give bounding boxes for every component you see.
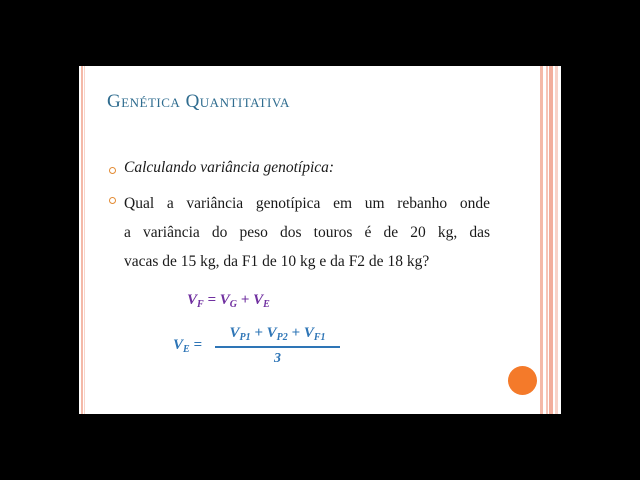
fraction: [215, 325, 340, 367]
right-border-stripe: [546, 66, 548, 414]
left-border-stripe: [81, 66, 83, 414]
fraction-denominator: 3: [274, 350, 281, 366]
bullet-item: Calculando variância genotípica:: [124, 159, 335, 176]
bullet-item: [124, 189, 490, 276]
orange-circle-icon: [508, 366, 537, 395]
bullet-line: a variância do peso dos touros é de 20 kg, das: [124, 224, 490, 241]
left-border-stripe: [84, 66, 85, 414]
slide: [79, 66, 561, 414]
bullet-line: Qual a variância genotípica em um rebanho onde: [124, 195, 490, 212]
bullet-ring-icon: [109, 197, 116, 204]
equation-phenotypic-variance: $V_F = V_G + V_E$: [187, 292, 270, 310]
bullet-line: vacas de 15 kg, da F1 de 10 kg e da F2 de 18 kg?: [124, 253, 430, 270]
equation-lhs: $V_E$ =: [173, 337, 202, 355]
right-border-stripe: [555, 66, 558, 414]
slide-title: Genética Quantitativa: [107, 91, 290, 112]
fraction-numerator: $V_{P1} + V_{P2} + V_{F1}$: [229, 325, 326, 343]
right-border-stripe: [549, 66, 553, 414]
right-border-stripe: [540, 66, 543, 414]
bullet-ring-icon: [109, 167, 116, 174]
